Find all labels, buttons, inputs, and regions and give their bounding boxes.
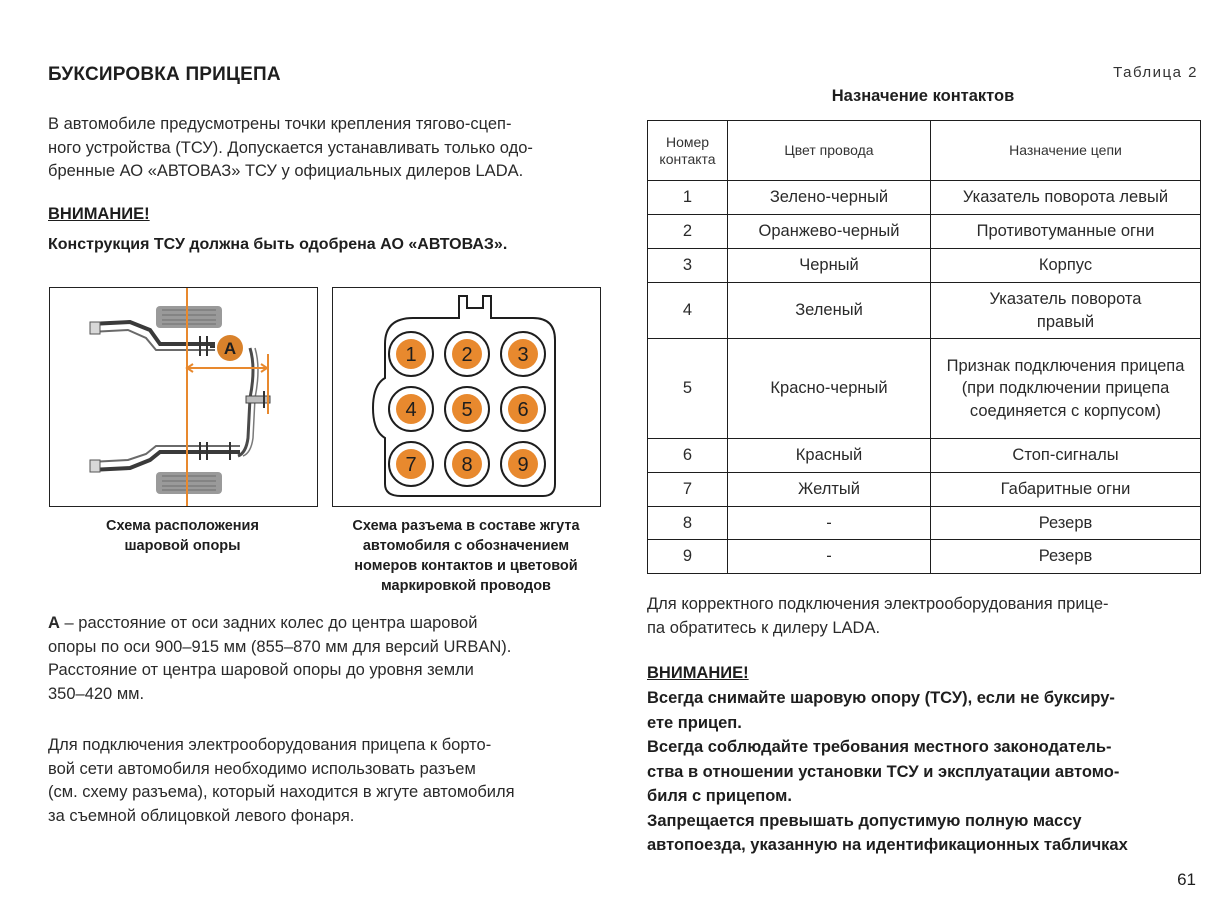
table-row [648,439,1201,473]
cell-purpose: Резерв [931,507,1201,540]
caption-line: автомобиля с обозначением [362,538,570,554]
warning-block-right [647,686,1199,858]
connection-line: за съемной облицовкой левого фонаря. [48,806,355,825]
distance-label-a: A [48,614,60,632]
warning-line: ете прицеп. [647,713,742,732]
contact-number: 1 [405,344,417,366]
cell-number: 4 [648,283,728,339]
contact-number: 3 [517,344,529,366]
page-number: 61 [1177,870,1196,889]
warning-text-left: Конструкция ТСУ должна быть одобрена АО «АВТОВАЗ». [48,236,508,253]
contact-number: 2 [461,344,473,366]
table-header-row [648,121,1201,181]
cell-wire-color: - [728,540,931,574]
contact-number: 4 [405,399,417,421]
cell-wire-color: Зелено-черный [728,181,931,215]
cell-number: 2 [648,215,728,249]
contact-number: 6 [517,399,529,421]
cell-wire-color: Желтый [728,473,931,507]
table-number: Таблица 2 [1113,64,1198,81]
cell-purpose: Стоп-сигналы [931,439,1201,473]
connection-paragraph [48,734,600,828]
cell-number: 9 [648,540,728,574]
caption-line: Схема разъема в составе жгута [352,518,580,534]
tow-ball-caption [49,516,316,556]
contact-number: 8 [461,454,473,476]
cell-wire-color: - [728,507,931,540]
distance-line: Расстояние от центра шаровой опоры до уровня земли [48,661,474,679]
table-row [648,540,1201,574]
caption-line: шаровой опоры [124,538,241,554]
connection-line: Для подключения электрооборудования прицепа к борто- [48,736,492,754]
contact-number: 9 [517,454,529,476]
table-row [648,215,1201,249]
intro-line: В автомобиле предусмотрены точки крепления тягово-сцеп- [48,115,512,133]
connection-line: вой сети автомобиля необходимо использовать разъем [48,759,476,778]
cell-number: 7 [648,473,728,507]
warning-title-right: ВНИМАНИЕ! [647,664,749,682]
marker-a-label: A [223,339,237,358]
table-row [648,249,1201,283]
warning-line: биля с прицепом. [647,787,792,805]
cell-purpose: Габаритные огни [931,473,1201,507]
note-line: па обратитесь к дилеру LADA. [647,618,881,637]
cell-number: 1 [648,181,728,215]
warning-line: Всегда снимайте шаровую опору (ТСУ), если не буксиру- [647,689,1115,707]
warning-line: Запрещается превышать допустимую полную массу [647,811,1082,830]
table-row [648,283,1201,339]
caption-line: маркировкой проводов [381,578,551,594]
table-row [648,339,1201,439]
intro-paragraph [48,113,600,184]
cell-purpose: Указатель поворота правый [931,283,1201,339]
distance-line: 350–420 мм. [48,684,145,703]
header-number: Номер контакта [648,121,728,181]
warning-line: Всегда соблюдайте требования местного законодатель- [647,738,1112,756]
distance-line [48,612,600,636]
table-row [648,473,1201,507]
cell-number: 6 [648,439,728,473]
warning-line: ства в отношении установки ТСУ и эксплуатации автомо- [647,762,1120,781]
cell-wire-color: Оранжево-черный [728,215,931,249]
dealer-note [647,593,1199,640]
warning-title-left: ВНИМАНИЕ! [48,205,150,223]
contact-number: 7 [405,454,417,476]
cell-number: 5 [648,339,728,439]
cell-wire-color: Красно-черный [728,339,931,439]
tow-ball-diagram [50,288,317,506]
cell-purpose: Противотуманные огни [931,215,1201,249]
cell-wire-color: Зеленый [728,283,931,339]
header-color: Цвет провода [728,121,931,181]
connection-line: (см. схему разъема), который находится в жгуте автомобиля [48,783,515,801]
cell-purpose: Корпус [931,249,1201,283]
cell-purpose: Резерв [931,540,1201,574]
tow-ball-figure [49,287,318,507]
distance-line: опоры по оси 900–915 мм (855–870 мм для версий URBAN). [48,637,512,656]
cell-wire-color: Черный [728,249,931,283]
header-purpose: Назначение цепи [931,121,1201,181]
cell-purpose: Указатель поворота левый [931,181,1201,215]
intro-line: бренные АО «АВТОВАЗ» ТСУ у официальных дилеров LADA. [48,162,524,180]
connector-diagram [333,288,600,506]
connector-figure [332,287,601,507]
cell-wire-color: Красный [728,439,931,473]
table-title: Назначение контактов [831,87,1015,105]
cell-number: 8 [648,507,728,540]
section-heading: БУКСИРОВКА ПРИЦЕПА [48,64,281,85]
contact-number: 5 [461,399,473,421]
intro-line: ного устройства (ТСУ). Допускается устанавливать только одо- [48,138,533,157]
contacts-table [647,120,1201,574]
distance-line-text: – расстояние от оси задних колес до центра шаровой [59,614,478,632]
cell-number: 3 [648,249,728,283]
caption-line: номеров контактов и цветовой [354,558,578,574]
connector-caption [327,516,605,596]
caption-line: Схема расположения [106,518,259,534]
table-row [648,507,1201,540]
lower-tire [156,472,222,494]
cell-purpose: Признак подключения прицепа (при подключении прицепа соединяется с корпусом) [931,339,1201,439]
note-line: Для корректного подключения электрооборудования прице- [647,595,1109,613]
upper-tire [156,306,222,328]
table-row [648,181,1201,215]
warning-line: автопоезда, указанную на идентификационных табличках [647,836,1128,854]
distance-paragraph [48,612,600,706]
